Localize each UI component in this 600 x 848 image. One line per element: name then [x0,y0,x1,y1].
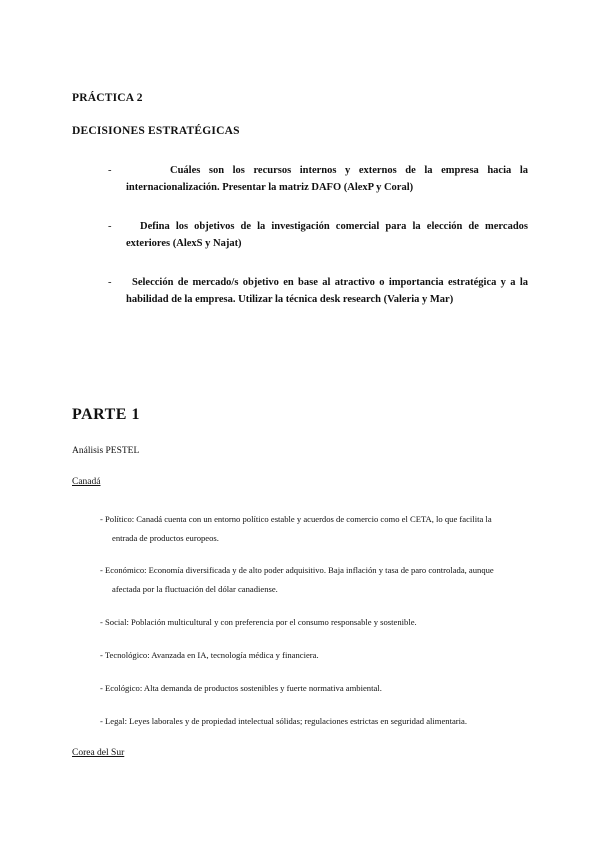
task-bullet: - [108,221,112,232]
pestel-item [100,561,528,599]
pestel-item-text: - Legal: Leyes laborales y de propiedad intelectual sólidas; regulaciones estrictas en seguridad alimentaria. [100,716,468,726]
task-text-line: Cuáles son los recursos internos y externos de la empresa hacia la [170,165,528,176]
pestel-item [100,679,528,698]
country-heading-canada: Canadá [72,477,101,487]
practice-title: PRÁCTICA 2 [72,92,143,104]
pestel-item [100,613,528,632]
pestel-item-text: - Ecológico: Alta demanda de productos sostenibles y fuerte normativa ambiental. [100,683,382,693]
section-subtitle: DECISIONES ESTRATÉGICAS [72,125,240,137]
task-text-line: Defina los objetivos de la investigación comercial para la elección de mercados [140,221,528,232]
task-bullet: - [108,165,112,176]
pestel-item [100,510,528,548]
task-text-line: Selección de mercado/s objetivo en base al atractivo o importancia estratégica y a la [132,277,528,288]
pestel-item-text: - Social: Población multicultural y con preferencia por el consumo responsable y sostenible. [100,617,417,627]
pestel-item-text: entrada de productos europeos. [112,533,219,543]
pestel-item-text: - Tecnológico: Avanzada en IA, tecnología médica y financiera. [100,650,319,660]
part-title: PARTE 1 [72,406,140,423]
pestel-item [100,712,528,731]
task-bullet: - [108,277,112,288]
analysis-label: Análisis PESTEL [72,446,140,456]
pestel-item [100,646,528,665]
country-heading-korea: Corea del Sur [72,748,125,758]
task-text-line: exteriores (AlexS y Najat) [126,238,242,249]
pestel-item-text: afectada por la fluctuación del dólar canadiense. [112,584,278,594]
pestel-item-text: - Político: Canadá cuenta con un entorno político estable y acuerdos de comercio como el CETA, lo que facilita la [100,514,492,524]
task-text-line: internacionalización. Presentar la matriz DAFO (AlexP y Coral) [126,182,414,193]
pestel-item-text: - Económico: Economía diversificada y de alto poder adquisitivo. Baja inflación y tasa de paro controlada, aunque [100,565,494,575]
task-text-line: habilidad de la empresa. Utilizar la técnica desk research (Valeria y Mar) [126,294,454,305]
